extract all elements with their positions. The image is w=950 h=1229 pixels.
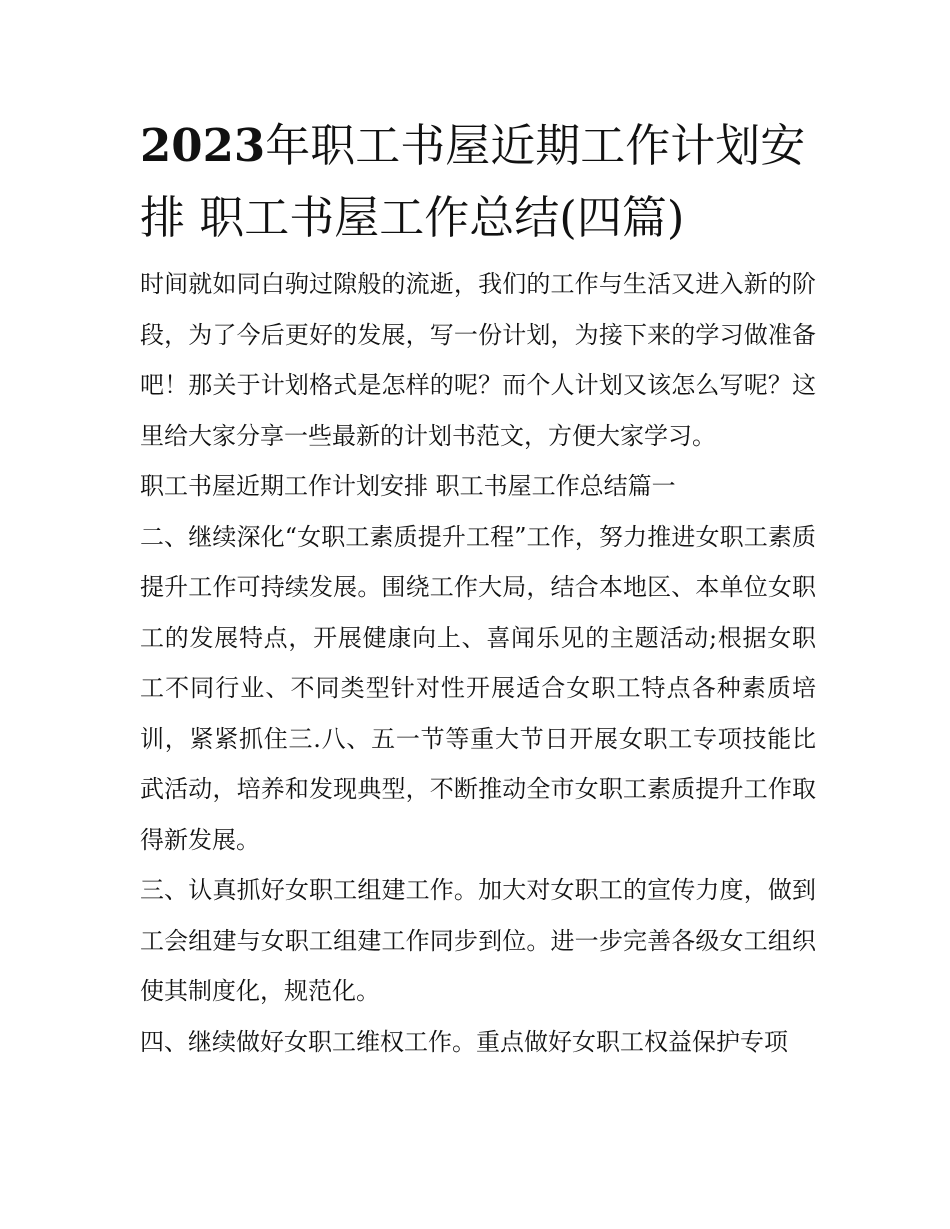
section-heading: 职工书屋近期工作计划安排 职工书屋工作总结篇一 <box>140 472 676 500</box>
title-text: 年职工书屋近期工作计划安排 职工书屋工作总结(四篇) <box>140 119 806 244</box>
paragraph-item-2: 二、继续深化“女职工素质提升工程”工作，努力推进女职工素质提升工作可持续发展。围绕工作大局，结合本地区、本单位女职工的发展特点，开展健康向上、喜闻乐见的主题活动;根据女职工不同行业、不同类型针对性开展适合女职工特点各种素质培训，紧紧抓住三.八、五一节等重大节日开展女职工专项技能比武活动，培养和发现典型，不断推动全市女职工素质提升工作取得新发展。 <box>140 522 816 854</box>
title-year: 2023 <box>140 119 266 172</box>
document-page <box>140 110 816 1067</box>
paragraph-item-4: 四、继续做好女职工维权工作。重点做好女职工权益保护专项 <box>140 1027 788 1056</box>
intro-paragraph: 时间就如同白驹过隙般的流逝，我们的工作与生活又进入新的阶段，为了今后更好的发展，写一份计划，为接下来的学习做准备吧！那关于计划格式是怎样的呢？而个人计划又该怎么写呢？这里给大家分享一些最新的计划书范文，方便大家学习。 <box>140 270 816 450</box>
paragraph-item-3: 三、认真抓好女职工组建工作。加大对女职工的宣传力度，做到工会组建与女职工组建工作同步到位。进一步完善各级女工组织使其制度化，规范化。 <box>140 876 816 1005</box>
document-title <box>140 110 816 254</box>
document-body <box>140 259 816 1067</box>
